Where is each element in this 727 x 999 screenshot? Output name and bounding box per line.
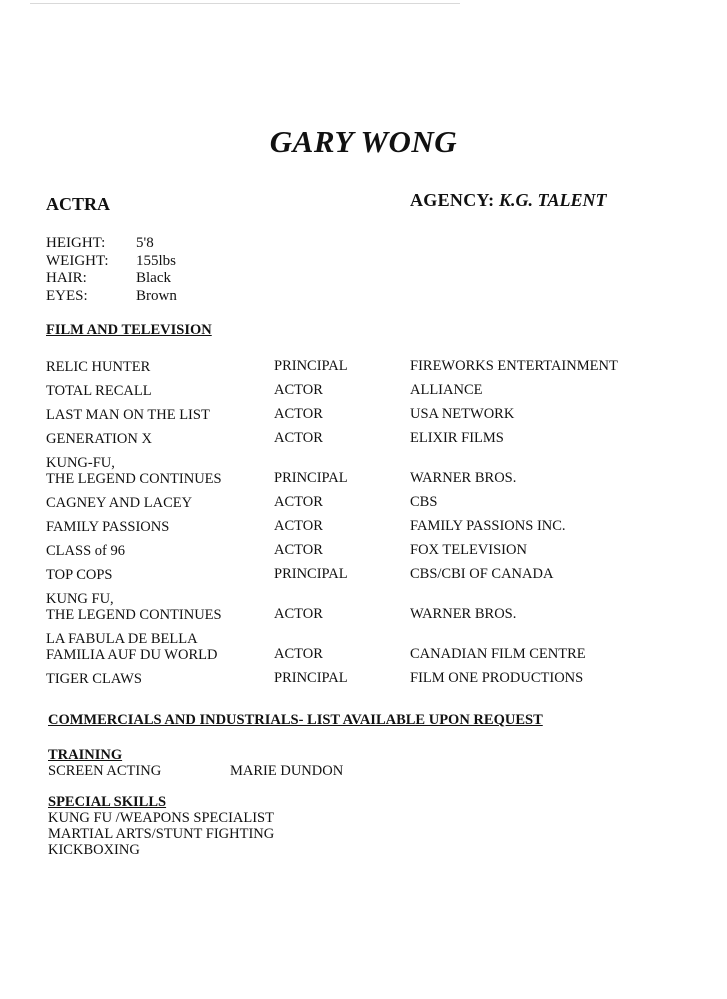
credit-row [46, 511, 686, 535]
credit-role: ACTOR [274, 406, 323, 422]
actor-name: GARY WONG [269, 124, 458, 159]
union-affiliation: ACTRA [46, 194, 111, 214]
credit-company: CBS/CBI OF CANADA [410, 566, 554, 582]
stat-value: Black [136, 270, 171, 287]
agency-label: AGENCY: [410, 190, 495, 210]
credit-title: RELIC HUNTER [46, 359, 151, 375]
credit-title [46, 631, 274, 663]
credit-company: WARNER BROS. [410, 606, 517, 622]
credit-company: FILM ONE PRODUCTIONS [410, 670, 584, 686]
stat-value: 5'8 [136, 235, 154, 251]
credit-role: ACTOR [274, 518, 323, 534]
credit-title: CAGNEY AND LACEY [46, 495, 193, 511]
credit-title [46, 455, 274, 487]
physical-stats [46, 235, 177, 305]
credit-role: ACTOR [274, 646, 323, 662]
credit-title: LAST MAN ON THE LIST [46, 407, 210, 423]
credit-title: FAMILY PASSIONS [46, 519, 170, 535]
stat-label: WEIGHT: [46, 252, 109, 269]
skill-item: KUNG FU /WEAPONS SPECIALIST [48, 810, 274, 826]
credit-company: ALLIANCE [410, 382, 483, 398]
credit-row [46, 375, 686, 399]
credit-title [46, 591, 274, 623]
credit-role: PRINCIPAL [274, 470, 348, 486]
credit-title-line: LA FABULA DE BELLA [46, 631, 198, 647]
stat-height [46, 235, 177, 253]
credit-title: TOTAL RECALL [46, 383, 152, 399]
training-teacher: MARIE DUNDON [230, 763, 344, 779]
credit-row [46, 423, 686, 447]
credit-role: ACTOR [274, 542, 323, 558]
skill-item: MARTIAL ARTS/STUNT FIGHTING [48, 826, 275, 842]
training-row [48, 763, 343, 779]
credits-list [46, 351, 686, 687]
scan-edge-line [30, 3, 460, 4]
credit-role: PRINCIPAL [274, 358, 348, 374]
special-skills-section [48, 794, 274, 858]
credit-title: GENERATION X [46, 431, 152, 447]
credit-title-line: THE LEGEND CONTINUES [46, 471, 222, 487]
special-skills-heading: SPECIAL SKILLS [48, 794, 167, 810]
agency [410, 190, 606, 211]
stat-hair [46, 270, 177, 288]
credit-row [46, 583, 686, 623]
credit-company: ELIXIR FILMS [410, 430, 504, 446]
credit-title: CLASS of 96 [46, 543, 125, 559]
credit-row [46, 663, 686, 687]
credit-role: PRINCIPAL [274, 566, 348, 582]
stat-label: HEIGHT: [46, 235, 106, 251]
stat-label: HAIR: [46, 270, 87, 287]
credit-title: TIGER CLAWS [46, 671, 142, 687]
training-course: SCREEN ACTING [48, 763, 162, 779]
credit-title-line: KUNG-FU, [46, 455, 115, 471]
credit-role: ACTOR [274, 494, 323, 510]
stat-value: Brown [136, 287, 177, 304]
stat-weight [46, 253, 177, 271]
credit-row [46, 535, 686, 559]
credit-row [46, 399, 686, 423]
credit-company: FOX TELEVISION [410, 542, 527, 558]
stat-value: 155lbs [136, 252, 177, 269]
credit-row [46, 623, 686, 663]
training-section [48, 747, 343, 779]
commercials-heading: COMMERCIALS AND INDUSTRIALS- LIST AVAILABLE UPON REQUEST [48, 712, 543, 728]
credit-row [46, 351, 686, 375]
training-heading: TRAINING [48, 747, 123, 763]
credit-company: USA NETWORK [410, 406, 515, 422]
stat-label: EYES: [46, 287, 88, 304]
credit-title-line: FAMILIA AUF DU WORLD [46, 647, 218, 663]
film-tv-heading: FILM AND TELEVISION [46, 322, 212, 338]
credit-title: TOP COPS [46, 567, 113, 583]
credit-company: WARNER BROS. [410, 470, 517, 486]
skill-item: KICKBOXING [48, 842, 140, 858]
credit-title-line: THE LEGEND CONTINUES [46, 607, 222, 623]
credit-company: FIREWORKS ENTERTAINMENT [410, 358, 618, 374]
credit-row [46, 559, 686, 583]
credit-company: FAMILY PASSIONS INC. [410, 518, 566, 534]
credit-role: PRINCIPAL [274, 670, 348, 686]
credit-role: ACTOR [274, 382, 323, 398]
stat-eyes [46, 288, 177, 306]
credit-row [46, 447, 686, 487]
credit-role: ACTOR [274, 430, 323, 446]
credit-company: CANADIAN FILM CENTRE [410, 646, 586, 662]
credit-row [46, 487, 686, 511]
credit-role: ACTOR [274, 606, 323, 622]
credit-title-line: KUNG FU, [46, 591, 114, 607]
credit-company: CBS [410, 494, 438, 510]
agency-name: K.G. TALENT [498, 190, 607, 210]
